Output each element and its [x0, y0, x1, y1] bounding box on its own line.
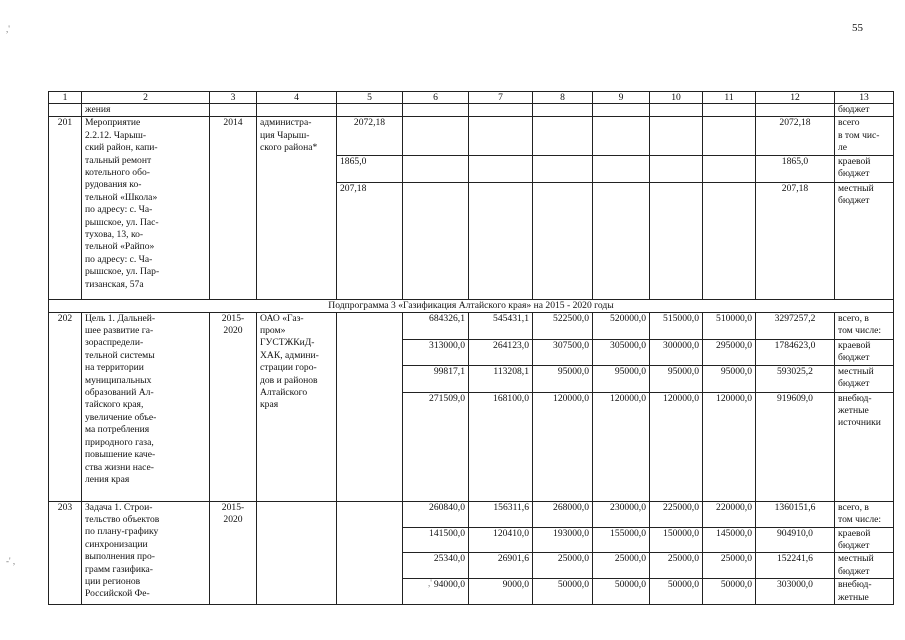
row-number-cell: 203 [49, 501, 82, 605]
column-header: 10 [650, 92, 703, 104]
column-header: 9 [593, 92, 650, 104]
value-cell: 156311,6 [469, 501, 533, 527]
funding-source-cell: всего, в том числе: [835, 501, 894, 527]
subprogram-row [49, 299, 894, 312]
funding-source-cell: местный бюджет [835, 365, 894, 392]
budget-table [48, 91, 894, 605]
column-header: 5 [337, 92, 403, 104]
table-header-row [49, 92, 894, 104]
executor-cell: ОАО «Газ- пром» ГУСТЖКиД- ХАК, админи- страции горо- дов и районов Алтайского края [257, 312, 337, 501]
value-cell: 50000,0 [650, 579, 703, 605]
value-cell: 225000,0 [650, 501, 703, 527]
value-cell: 1865,0 [756, 155, 835, 182]
value-cell: 25000,0 [533, 553, 593, 579]
name-cell: Цель 1. Дальней- шее развитие га- зораспредели- тельной системы на территории муниципальных образований Ал- тайского края, увеличение объе- ма потребления природного газа, повышение каче- ства жизни насе- ления края [82, 312, 210, 501]
name-cell: жения [82, 104, 210, 117]
value-cell: 50000,0 [593, 579, 650, 605]
value-cell: 271509,0 [403, 392, 469, 501]
value-cell: 120000,0 [650, 392, 703, 501]
value-cell: 545431,1 [469, 312, 533, 339]
value-cell: 684326,1 [403, 312, 469, 339]
value-cell: 120000,0 [593, 392, 650, 501]
continuation-row [49, 104, 894, 117]
value-cell: 95000,0 [703, 365, 756, 392]
value-cell: 305000,0 [593, 339, 650, 365]
column-header: 4 [257, 92, 337, 104]
value-cell: 113208,1 [469, 365, 533, 392]
funding-source-cell: местный бюджет [835, 553, 894, 579]
value-cell: 268000,0 [533, 501, 593, 527]
funding-source-cell: всего в том чис- ле [835, 117, 894, 155]
funding-source-cell: внебюд- жетные источники [835, 392, 894, 501]
value-cell: 520000,0 [593, 312, 650, 339]
value-cell: 95000,0 [650, 365, 703, 392]
value-cell: 25000,0 [703, 553, 756, 579]
row-number-cell: 202 [49, 312, 82, 501]
year-cell: 2014 [210, 117, 257, 299]
column-header: 1 [49, 92, 82, 104]
value-cell: 510000,0 [703, 312, 756, 339]
value-cell: 50000,0 [533, 579, 593, 605]
margin-mark: ,' [6, 24, 10, 34]
value-cell: 593025,2 [756, 365, 835, 392]
value-cell: 141500,0 [403, 527, 469, 553]
value-cell: 515000,0 [650, 312, 703, 339]
value-cell: 25340,0 [403, 553, 469, 579]
value-cell: 522500,0 [533, 312, 593, 339]
funding-source-cell: местный бюджет [835, 182, 894, 299]
funding-source-cell: внебюд- жетные [835, 579, 894, 605]
funding-source-cell: всего, в том числе: [835, 312, 894, 339]
funding-source-cell: краевой бюджет [835, 339, 894, 365]
value-cell: 207,18 [756, 182, 835, 299]
name-cell: Мероприятие 2.2.12. Чарыш- ский район, капи- тальный ремонт котельного обо- рудования ко- тельной «Школа» по адресу: с. Ча- рышское, ул. Пас- тухова, 13, ко- тельной «Райпо» по адресу: с. Ча- рышское, ул. Пар- тизанская, 57а [82, 117, 210, 299]
value-cell: 300000,0 [650, 339, 703, 365]
value-cell: 1865,0 [337, 155, 403, 182]
column-header: 8 [533, 92, 593, 104]
value-cell: 264123,0 [469, 339, 533, 365]
value-cell: 919609,0 [756, 392, 835, 501]
value-cell: 1360151,6 [756, 501, 835, 527]
value-cell: 2072,18 [337, 117, 403, 155]
table-row [49, 312, 894, 339]
value-cell: 193000,0 [533, 527, 593, 553]
value-cell: 3297257,2 [756, 312, 835, 339]
value-cell: 295000,0 [703, 339, 756, 365]
value-cell: 155000,0 [593, 527, 650, 553]
value-cell: 120000,0 [533, 392, 593, 501]
value-cell: 904910,0 [756, 527, 835, 553]
subprogram-title: Подпрограмма 3 «Газификация Алтайского края» на 2015 - 2020 годы [49, 299, 894, 312]
year-cell: 2015- 2020 [210, 312, 257, 501]
funding-source-cell: бюджет [835, 104, 894, 117]
value-cell: 145000,0 [703, 527, 756, 553]
value-cell: 94000,0 [403, 579, 469, 605]
value-cell: 207,18 [337, 182, 403, 299]
value-cell: 150000,0 [650, 527, 703, 553]
column-header: 13 [835, 92, 894, 104]
table-row [49, 117, 894, 155]
column-header: 7 [469, 92, 533, 104]
value-cell: 25000,0 [593, 553, 650, 579]
value-cell: 120410,0 [469, 527, 533, 553]
table-row [49, 501, 894, 527]
column-header: 3 [210, 92, 257, 104]
column-header: 11 [703, 92, 756, 104]
column-header: 12 [756, 92, 835, 104]
value-cell: 26901,6 [469, 553, 533, 579]
value-cell: 50000,0 [703, 579, 756, 605]
value-cell: 168100,0 [469, 392, 533, 501]
margin-mark: ,' [428, 578, 432, 588]
value-cell: 303000,0 [756, 579, 835, 605]
value-cell: 1784623,0 [756, 339, 835, 365]
column-header: 6 [403, 92, 469, 104]
value-cell: 9000,0 [469, 579, 533, 605]
value-cell: 230000,0 [593, 501, 650, 527]
value-cell: 220000,0 [703, 501, 756, 527]
funding-source-cell: краевой бюджет [835, 155, 894, 182]
year-cell: 2015- 2020 [210, 501, 257, 605]
name-cell: Задача 1. Строи- тельство объектов по плану-графику синхронизации выполнения про- грамм газифика- ции регионов Российской Фе- [82, 501, 210, 605]
value-cell: 307500,0 [533, 339, 593, 365]
value-cell: 95000,0 [533, 365, 593, 392]
value-cell: 152241,6 [756, 553, 835, 579]
value-cell: 2072,18 [756, 117, 835, 155]
funding-source-cell: краевой бюджет [835, 527, 894, 553]
page-number: 55 [852, 22, 863, 34]
value-cell: 25000,0 [650, 553, 703, 579]
value-cell: 313000,0 [403, 339, 469, 365]
value-cell: 120000,0 [703, 392, 756, 501]
value-cell: 260840,0 [403, 501, 469, 527]
margin-mark: -' , [6, 556, 16, 566]
value-cell: 95000,0 [593, 365, 650, 392]
executor-cell: администра- ция Чарыш- ского района* [257, 117, 337, 299]
value-cell: 99817,1 [403, 365, 469, 392]
row-number-cell: 201 [49, 117, 82, 299]
column-header: 2 [82, 92, 210, 104]
